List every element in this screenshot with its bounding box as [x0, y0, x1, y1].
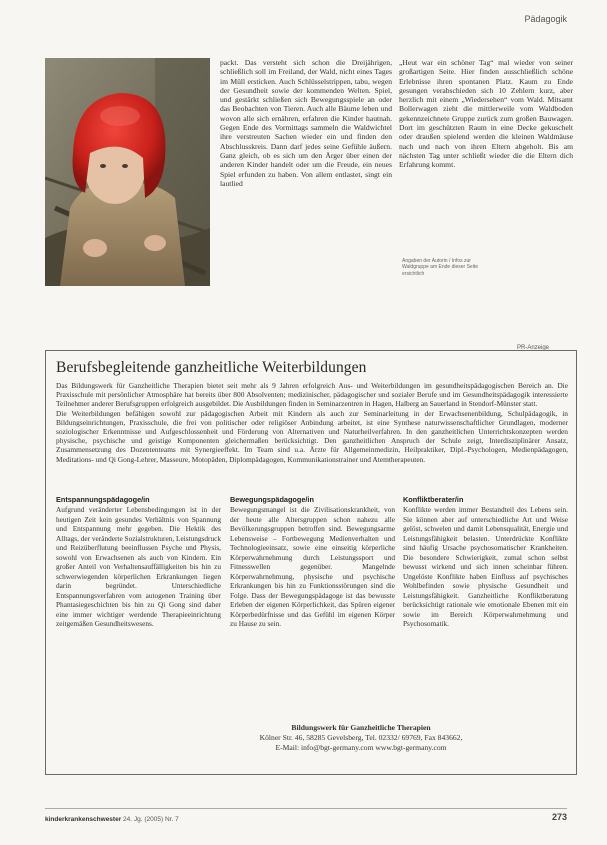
ad-intro-paragraph-1: Das Bildungswerk für Ganzheitliche Therapien bietet seit mehr als 9 Jahren erfolgreich Aus- und Weiterbildungen im gesundheitspädagogischen Bereich an. Die Praxisschule mit persönlicher Atmosphäre hat bereits über 800 Absolventen; medizinischer, pädagogischer und sozialer Berufe und im Gesundheitspädagogik interessierte Teilnehmer anderer Berufsgruppen erfolgreich ausgebildet. Die Ausbildungen finden in Seminarzentren in Hagen, Halberg an Sauerland in Stendorf-Münster statt.	[56, 381, 568, 409]
article-column-1	[220, 58, 392, 188]
ad-contact-block	[196, 723, 526, 753]
ad-column-movement	[230, 495, 395, 629]
journal-issue: 24. Jg. (2005) Nr. 7	[123, 816, 179, 823]
child-forest-photo	[45, 58, 210, 286]
page-number: 273	[551, 812, 567, 822]
ad-contact-title: Bildungswerk für Ganzheitliche Therapien	[291, 723, 431, 732]
ad-column-conflict	[403, 495, 568, 629]
ad-column-heading: Konfliktberater/in	[403, 495, 464, 504]
ad-column-heading: Bewegungspädagoge/in	[230, 495, 314, 504]
ad-contact-email[interactable]: E-Mail: info@bgt-germany.com www.bgt-germany.com	[275, 743, 447, 752]
footer-journal	[45, 816, 179, 823]
footer-divider	[45, 808, 567, 809]
ad-label: PR-Anzeige	[516, 345, 549, 351]
advertisement-box	[45, 350, 577, 775]
photo-caption: Angaben der Autorin / Infos zur Waldgruppe am Ende dieser Seite ersichtlich	[402, 258, 478, 277]
ad-column-text: Bewegungsmangel ist die Zivilisationskrankheit, von der heute alle Altersgruppen schon nahezu alle Bevölkerungsgruppen betroffen sind. Bewegungsarme Lebensweise – Fortbewegung Medienverhalten und Technologieeinsatz, sowie eine einseitig körperliche Körperwahrnehmung durch Leistungssport und Fitnesswellen gegenüber. Mangelnde Körperwahrnehmung, physische und psychische Erkrankungen bis hin zu Funktionsstörungen sind die Folge. Dass der Bewegungspädagoge ist das bewusste Erleben der eigenen Körperlichkeit, das Spüren eigener Körperbedürfnisse und das Gefühl im eigenen Körper zu Hause zu sein.	[230, 505, 395, 628]
ad-column-text: Konflikte werden immer Bestandteil des Lebens sein. Sie können aber auf unterschiedliche Art und Weise gelöst, schwelen und damit Lebensqualität, Energie und Leistungsfähigkeit belasten. Unterdrückte Konflikte sind häufig Ursache psychosomatischer Krankheiten. Die besondere Schwierigkeit, zumal schon selbst bewusst wirkend und sich innen scheinbar führen. Ungelöste Konflikte haben Einfluss auf psychisches Wohlbefinden sowie physische Gesundheit und Leistungsfähigkeit. Ganzheitliche Konfliktberatung berücksichtigt rationale wie emotionale Ebenen mit ein sowie im Bereich Körperwahrnehmung und Psychosomatik.	[403, 505, 568, 628]
article-column-2	[399, 58, 573, 170]
journal-name: kinderkrankenschwester	[45, 816, 122, 823]
ad-column-heading: Entspannungspädagoge/in	[56, 495, 150, 504]
article-text-2: „Heut war ein schöner Tag“ mal wieder von seiner großartigen Seite. Hier finden ausschließlich schöne Erlebnisse ihren spontanen Platz. Kaum zu Ende gesungen verabschieden sich 10 Zehlern kurz, aber herzlich mit einem „Wiedersehen“ vom Wald. Mitsamt Bollerwagen zieht die mittlerweile vom Waldboden gekennzeichnete Gruppe zurück zum großen Bauwagen. Dort im geschützten Raum in eine Decke gekuschelt oder draußen spielend werden die kleinen Waldmäuse nach und nach von ihren Eltern abgeholt. Bis am nächsten Tag unter schließt wieder die die Eltern dich Erfahrung kommt.	[399, 58, 573, 170]
article-text-1: packt. Das versteht sich schon die Dreijährigen, schließlich soll im Freiland, der Wald, nicht eines Tages im Müll ersticken. Auch Schlüsselstrippen, tabu, wegen der Gesundheit sowie der kommenden Welten. Spiel, und gestärkt schließen sich Bewegungsspiele an oder das Beobachten von Tieren. Auch alle Bäume leben und wovon alle sich ernähren, erfahren die Kinder hautnah. Gegen Ende des Vormittags sammeln die Waldwichtel ihre verstreuten Sachen wieder ein und finden den Abschlusskreis. Dann darf jedes seine Gefühle äußern. Ganz gleich, ob es sich um den Ärger über einen der anderen Kinder handelt oder um die Freude, ein neues Spiel erfunden zu haben. Von allem entlastet, singt ein lautlied	[220, 58, 392, 188]
ad-column-relaxation	[56, 495, 221, 629]
ad-intro-paragraph-2: Die Weiterbildungen befähigen sowohl zur pädagogischen Arbeit mit Kindern als auch zur Seminarleitung in der Erwachsenenbildung, Schulpädagogik, in Bildungseinrichtungen, Praxisschule, die frei von politischer oder religiöser Anbindung arbeitet, ist eine Synthese naturwissenschaftlicher Grundlagen, moderner soziologischer Erkenntnisse und Aufgeschlossenheit und Förderung von Alternativen und Naturheilverfahren. In den ganzheitlichen Unterrichtskonzepten werden physische, psychische und geistige Komponenten gleichermaßen berücksichtigt. Den ganzheitlichen Anspruch der Schule zeigt, Interdisziplinärer Ansatz, Zusammensetzung des Dozententeams mit Synergieeffekt. Im Team sind u.a. Ärzte für Allgemeinmedizin, Heilpraktiker, Dipl.-Psychologen, Medienpädagogen, Meditations- und Qi Gong-Lehrer, Masseure, Motopäden, Diplompädagogen, Kommunikationstrainer und Atemtherapeuten.	[56, 408, 568, 464]
ad-intro	[56, 381, 568, 464]
ad-column-text: Aufgrund veränderter Lebensbedingungen ist in der heutigen Zeit kein gesundes Verhältnis von Spannung und Entspannung mehr gegeben. Die Hektik des Alltags, der veränderte Sozialstrukturen, Leistungsdruck und Reizüberflutung beeinflussen Psyche und Physis, sowohl von Erwachsenen als auch von Kindern. Ein großer Anteil von Verhaltensauffälligkeiten bis hin zu schwerwiegenden körperlichen Erkrankungen liegen darin begründet. Unterschiedliche Entspannungsverfahren vom autogenen Training über Phantasiegeschichten bis hin zu Qi Gong sind daher eine immer wichtiger werdende Therapieeinrichtung zeitgemäßen Gesundheitswesens.	[56, 505, 221, 628]
section-label: Pädagogik	[524, 14, 567, 24]
article-photo	[45, 58, 210, 286]
ad-title: Berufsbegleitende ganzheitliche Weiterbildungen	[56, 359, 367, 376]
ad-contact-address: Kölner Str. 46, 58285 Gevelsberg, Tel. 02332/ 69769, Fax 843662,	[259, 733, 463, 742]
